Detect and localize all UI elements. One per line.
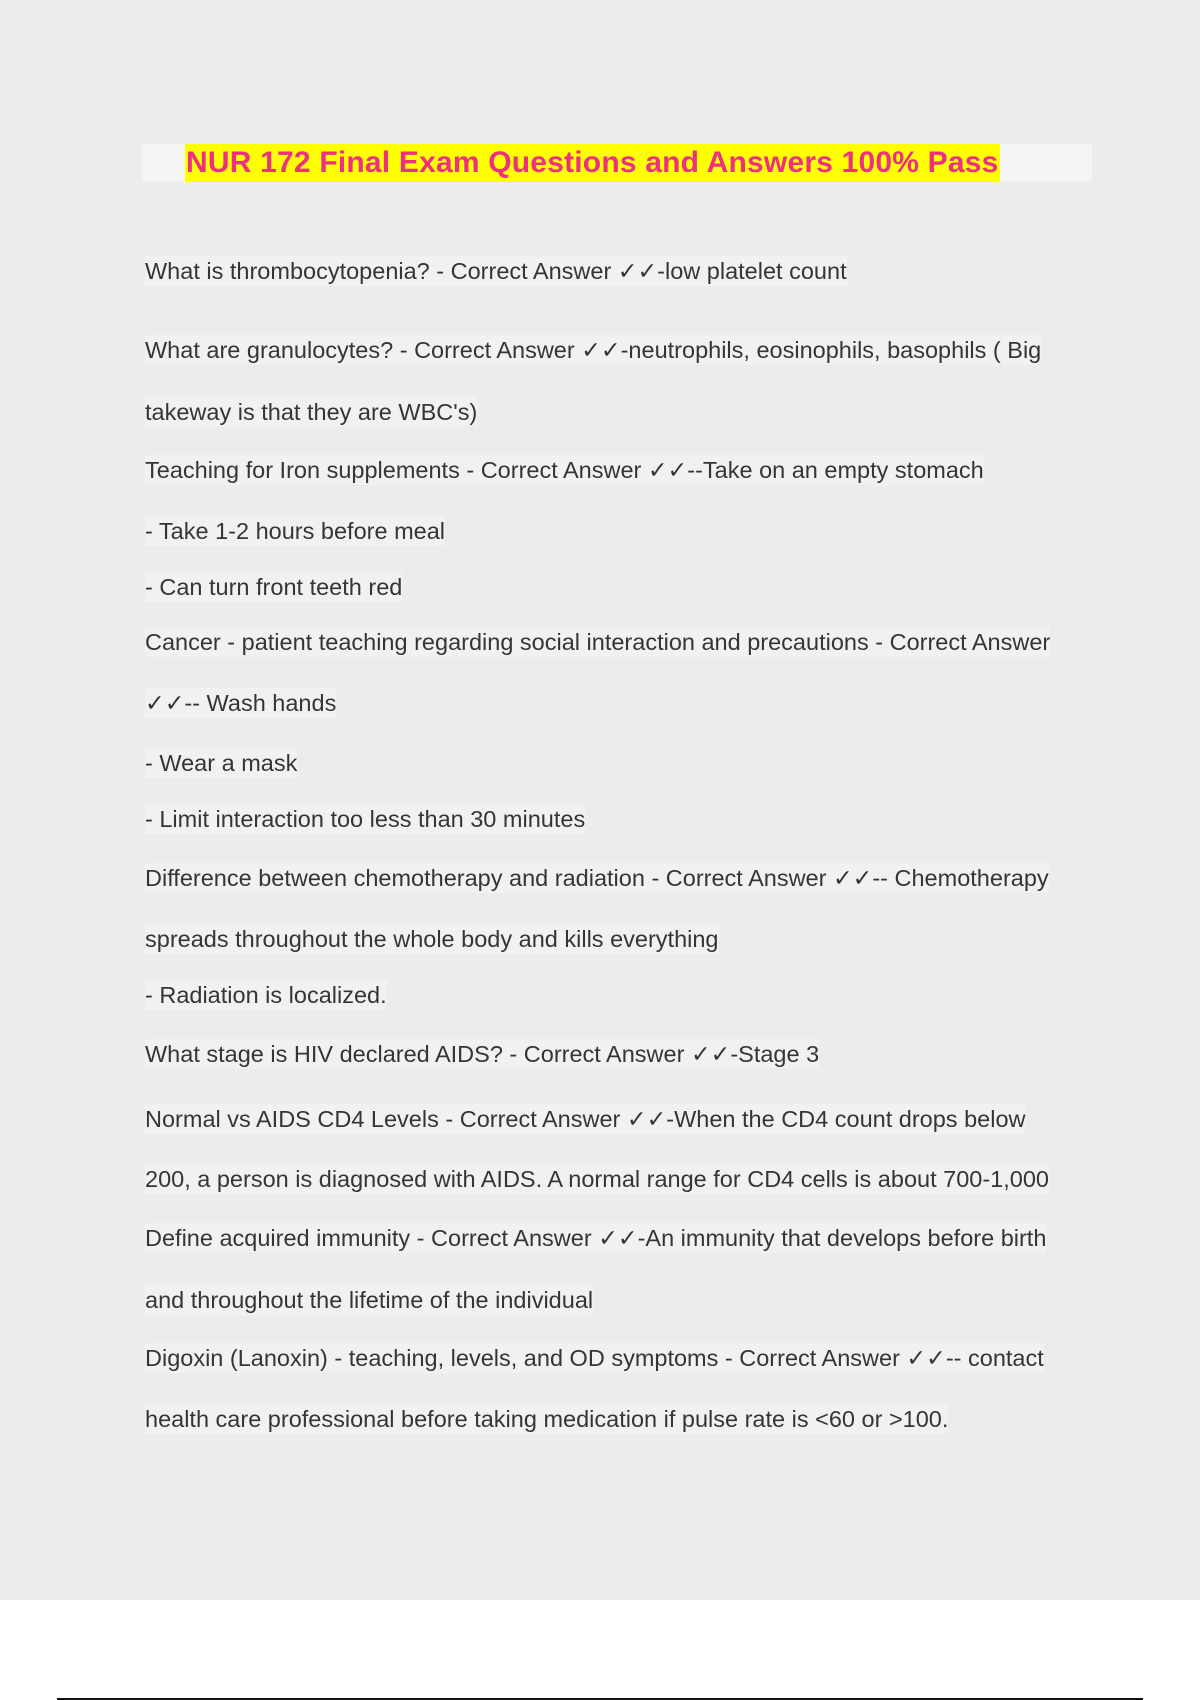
qa-line: Digoxin (Lanoxin) - teaching, levels, and OD symptoms - Correct Answer ✓✓-- contact bbox=[145, 1345, 1044, 1371]
qa-line: - Radiation is localized. bbox=[145, 982, 387, 1008]
qa-line: Cancer - patient teaching regarding social interaction and precautions - Correct Answer bbox=[145, 629, 1051, 655]
qa-line: What is thrombocytopenia? - Correct Answer ✓✓-low platelet count bbox=[145, 258, 847, 284]
qa-line: What stage is HIV declared AIDS? - Correct Answer ✓✓-Stage 3 bbox=[145, 1041, 820, 1067]
qa-line: takeway is that they are WBC's) bbox=[145, 399, 478, 425]
qa-line: - Wear a mask bbox=[145, 750, 298, 776]
qa-line: 200, a person is diagnosed with AIDS. A normal range for CD4 cells is about 700-1,000 bbox=[145, 1166, 1049, 1192]
qa-line: health care professional before taking medication if pulse rate is <60 or >100. bbox=[145, 1406, 949, 1432]
qa-line: Difference between chemotherapy and radiation - Correct Answer ✓✓-- Chemotherapy bbox=[145, 865, 1049, 891]
qa-line: Normal vs AIDS CD4 Levels - Correct Answer ✓✓-When the CD4 count drops below bbox=[145, 1106, 1026, 1132]
qa-line: - Take 1-2 hours before meal bbox=[145, 518, 446, 544]
qa-line: Teaching for Iron supplements - Correct Answer ✓✓--Take on an empty stomach bbox=[145, 457, 984, 483]
qa-line: - Limit interaction too less than 30 minutes bbox=[145, 806, 586, 832]
qa-line: - Can turn front teeth red bbox=[145, 574, 403, 600]
qa-line: ✓✓-- Wash hands bbox=[145, 690, 337, 716]
qa-line: Define acquired immunity - Correct Answer ✓✓-An immunity that develops before birth bbox=[145, 1225, 1047, 1251]
qa-line: and throughout the lifetime of the individual bbox=[145, 1287, 594, 1313]
document-title: NUR 172 Final Exam Questions and Answers 100% Pass bbox=[185, 144, 1000, 182]
qa-line: spreads throughout the whole body and kills everything bbox=[145, 926, 719, 952]
qa-line: What are granulocytes? - Correct Answer ✓✓-neutrophils, eosinophils, basophils ( Big bbox=[145, 337, 1042, 363]
